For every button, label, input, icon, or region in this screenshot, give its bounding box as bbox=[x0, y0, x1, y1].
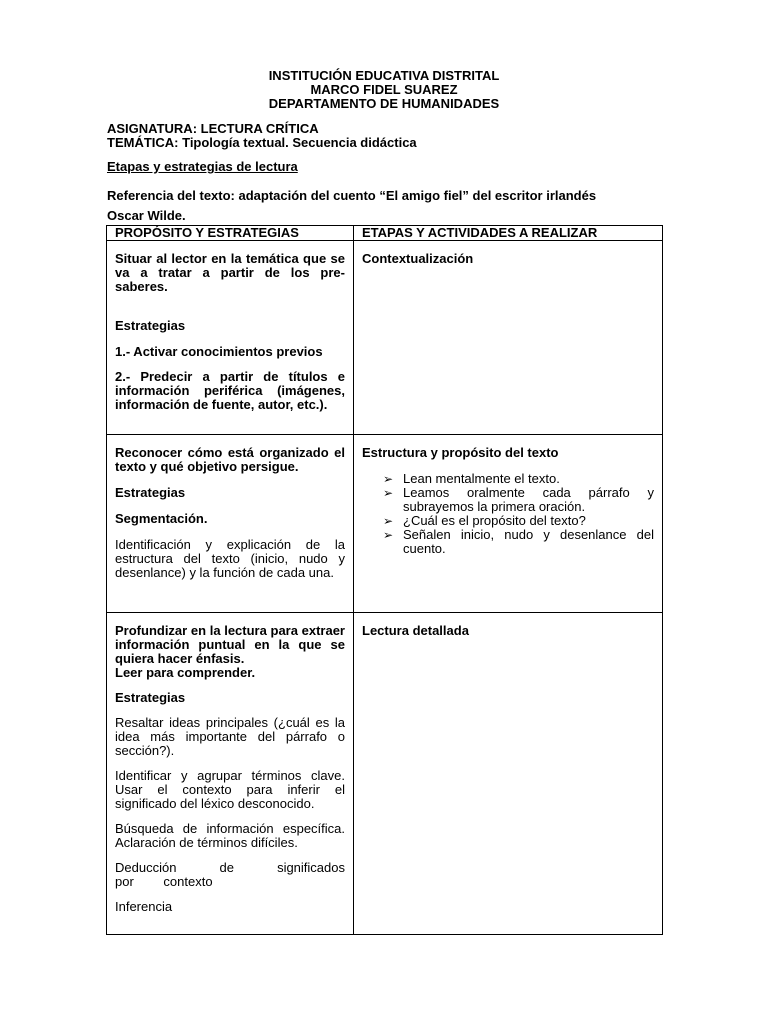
stage-cell bbox=[354, 241, 663, 435]
purpose-text: Profundizar en la lectura para extraer información puntual en la que se quiera hacer énfasis. bbox=[115, 623, 345, 666]
strategies-label: Estrategias bbox=[115, 690, 186, 705]
text-reference bbox=[107, 186, 667, 226]
strategy-item: 2.- Predecir a partir de títulos e información periférica (imágenes, información de fuente, autor, etc.). bbox=[115, 369, 345, 412]
stage-title: Contextualización bbox=[362, 251, 474, 266]
arrow-bullet-icon: ➢ bbox=[383, 472, 394, 486]
strategy-item: Identificación y explicación de la estructura del texto (inicio, nudo y desenlance) y la función de cada una. bbox=[115, 537, 345, 580]
strategies-label: Estrategias bbox=[115, 485, 186, 500]
institution-name: INSTITUCIÓN EDUCATIVA DISTRITAL bbox=[268, 68, 500, 83]
strategies-label: Estrategias bbox=[115, 318, 186, 333]
stage-cell bbox=[354, 435, 663, 613]
strategy-item: Identificar y agrupar términos clave. Usar el contexto para inferir el significado del léxico desconocido. bbox=[115, 768, 345, 811]
reference-line-1: Referencia del texto: adaptación del cuento “El amigo fiel” del escritor irlandés bbox=[107, 188, 597, 203]
stage-title: Estructura y propósito del texto bbox=[362, 445, 559, 460]
arrow-bullet-icon: ➢ bbox=[383, 528, 394, 542]
topic-line bbox=[107, 136, 417, 150]
arrow-bullet-icon: ➢ bbox=[383, 514, 394, 528]
topic-value: Tipología textual. Secuencia didáctica bbox=[178, 135, 417, 150]
table-header-row bbox=[107, 226, 663, 241]
purpose-text: Reconocer cómo está organizado el texto y qué objetivo persigue. bbox=[115, 445, 345, 474]
strategy-item: Búsqueda de información específica. Aclaración de términos difíciles. bbox=[115, 821, 345, 850]
section-title: Etapas y estrategias de lectura bbox=[107, 159, 298, 174]
list-item: ➢ Leamos oralmente cada párrafo y subrayemos la primera oración. bbox=[383, 485, 654, 514]
department-name: DEPARTAMENTO DE HUMANIDADES bbox=[268, 96, 500, 111]
table-row bbox=[107, 613, 663, 935]
strategy-item: Resaltar ideas principales (¿cuál es la idea más importante del párrafo o sección?). bbox=[115, 715, 345, 758]
subject-line: ASIGNATURA: LECTURA CRÍTICA bbox=[107, 121, 319, 136]
header-purpose: PROPÓSITO Y ESTRATEGIAS bbox=[107, 226, 354, 241]
purpose-cell bbox=[107, 613, 354, 935]
school-name: MARCO FIDEL SUAREZ bbox=[310, 82, 458, 97]
strategy-item: Deducción de significados por contexto bbox=[115, 860, 345, 889]
reference-line-2: Oscar Wilde. bbox=[107, 208, 186, 223]
arrow-bullet-icon: ➢ bbox=[383, 486, 394, 500]
document-header bbox=[0, 69, 768, 111]
list-item: ➢ ¿Cuál es el propósito del texto? bbox=[383, 513, 586, 528]
stage-cell bbox=[354, 613, 663, 935]
activity-list bbox=[362, 472, 654, 556]
strategy-item: 1.- Activar conocimientos previos bbox=[115, 344, 323, 359]
purpose-cell bbox=[107, 241, 354, 435]
strategies-table bbox=[106, 225, 663, 935]
purpose-cell bbox=[107, 435, 354, 613]
list-item: ➢ Lean mentalmente el texto. bbox=[383, 471, 560, 486]
strategy-item: Inferencia bbox=[115, 899, 173, 914]
strategy-item: Segmentación. bbox=[115, 511, 208, 526]
header-stages: ETAPAS Y ACTIVIDADES A REALIZAR bbox=[354, 226, 663, 241]
topic-label: TEMÁTICA: bbox=[107, 135, 179, 150]
purpose-subtext: Leer para comprender. bbox=[115, 665, 256, 680]
subject-info bbox=[107, 122, 417, 150]
list-item: ➢ Señalen inicio, nudo y desenlance del cuento. bbox=[383, 527, 654, 556]
purpose-text: Situar al lector en la temática que se va a tratar a partir de los pre-saberes. bbox=[115, 251, 345, 294]
table-row bbox=[107, 435, 663, 613]
stage-title: Lectura detallada bbox=[362, 623, 469, 638]
table-row bbox=[107, 241, 663, 435]
